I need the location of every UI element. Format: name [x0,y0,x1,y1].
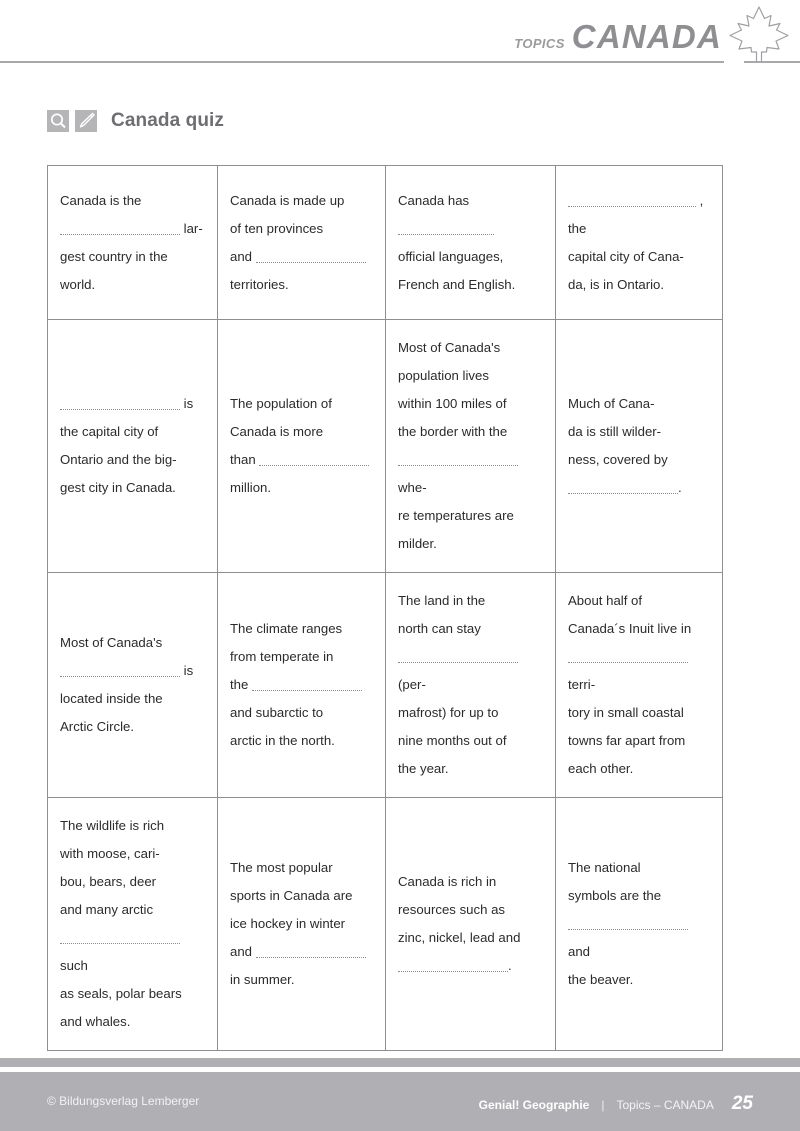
quiz-text: such [60,958,88,973]
quiz-text: Canada is rich in [398,874,497,889]
quiz-text: the capital city of [60,424,159,439]
quiz-text: resources such as [398,902,506,917]
quiz-cell-r1c1[interactable] [48,166,218,320]
quiz-text: The land in the [398,593,486,608]
quiz-cell-r2c4[interactable] [556,320,723,573]
quiz-cell-r3c1[interactable] [48,573,218,798]
quiz-cell-r2c3[interactable] [386,320,556,573]
quiz-text: and [230,944,253,959]
quiz-text: bou, bears, deer [60,874,157,889]
table-row [48,798,723,1051]
quiz-cell-r3c3[interactable] [386,573,556,798]
quiz-text: nine months out of [398,733,507,748]
header-divider-gap [724,58,744,66]
answer-blank[interactable] [60,394,180,410]
table-row [48,573,723,798]
quiz-text: terri- [568,677,596,692]
quiz-text: About half of [568,593,643,608]
quiz-text: Canada is more [230,424,324,439]
quiz-text: (per- [398,677,426,692]
quiz-text: milder. [398,536,437,551]
brand-lockup [514,20,722,53]
quiz-text: located inside the [60,691,163,706]
quiz-text: The wildlife is rich [60,818,165,833]
footer-section-label: Topics – CANADA [616,1098,714,1112]
answer-blank[interactable] [568,478,678,494]
pencil-icon [75,110,97,132]
quiz-text: Ontario and the big- [60,452,177,467]
answer-blank[interactable] [568,191,696,207]
quiz-text: ness, covered by [568,452,668,467]
quiz-text: The most popular [230,860,333,875]
answer-blank[interactable] [60,928,180,944]
answer-blank[interactable] [398,956,508,972]
quiz-text: the beaver. [568,972,634,987]
quiz-text: zinc, nickel, lead and [398,930,521,945]
answer-blank[interactable] [256,942,366,958]
quiz-cell-r1c2[interactable] [218,166,386,320]
answer-blank[interactable] [60,661,180,677]
quiz-cell-r2c1[interactable] [48,320,218,573]
quiz-text: mafrost) for up to [398,705,499,720]
maple-leaf-icon [726,4,792,66]
quiz-cell-r4c3[interactable] [386,798,556,1051]
page-title [47,110,224,132]
table-row [48,320,723,573]
answer-blank[interactable] [398,647,518,663]
quiz-text: whe- [398,480,427,495]
quiz-text: Canada has [398,192,470,208]
quiz-text: the [230,677,249,692]
quiz-text: sports in Canada are [230,888,353,903]
footer-meta [479,1093,753,1115]
quiz-text: is [183,396,194,411]
quiz-text: , the [568,192,704,236]
answer-blank[interactable] [568,914,688,930]
quiz-text: The climate ranges [230,621,343,636]
quiz-text: the border with the [398,424,508,439]
quiz-text: towns far apart from [568,733,686,748]
answer-blank[interactable] [398,219,494,235]
quiz-text: tory in small coastal [568,705,684,720]
quiz-text: lar- [183,220,203,236]
quiz-cell-r3c4[interactable] [556,573,723,798]
quiz-text: with moose, cari- [60,846,160,861]
quiz-text: and many arctic [60,902,154,917]
quiz-text: symbols are the [568,888,662,903]
quiz-text: Canada is the [60,192,142,208]
quiz-text: and [230,248,253,264]
quiz-text: the year. [398,761,449,776]
footer-page-number: 25 [731,1093,753,1114]
quiz-text: Most of Canada's [60,635,163,650]
quiz-text: ice hockey in winter [230,916,346,931]
quiz-text: territories. [230,276,289,292]
quiz-text: The national [568,860,641,875]
quiz-text: in summer. [230,972,295,987]
quiz-table [47,165,723,1051]
answer-blank[interactable] [252,675,362,691]
quiz-text: as seals, polar bears [60,986,182,1001]
answer-blank[interactable] [256,247,366,263]
quiz-text: million. [230,480,272,495]
quiz-text: gest country in the [60,248,168,264]
quiz-text: gest city in Canada. [60,480,176,495]
quiz-text: and whales. [60,1014,131,1029]
quiz-text: Much of Cana- [568,396,655,411]
quiz-text: of ten provinces [230,220,324,236]
quiz-text: The population of [230,396,332,411]
answer-blank[interactable] [568,647,688,663]
quiz-text: Canada´s Inuit live in [568,621,692,636]
quiz-cell-r2c2[interactable] [218,320,386,573]
quiz-text: da is still wilder- [568,424,662,439]
quiz-text: French and English. [398,276,516,292]
quiz-text: population lives [398,368,489,383]
footer-series-label: Genial! Geographie [478,1098,590,1112]
quiz-text: north can stay [398,621,481,636]
quiz-text: and [568,944,591,959]
quiz-cell-r1c4[interactable] [556,166,723,320]
footer-copyright: © Bildungsverlag Lemberger [47,1094,200,1108]
quiz-text: . [678,480,682,495]
footer-separator: | [601,1098,605,1112]
header-divider [0,61,800,63]
quiz-text: each other. [568,761,634,776]
footer-accent-strip [0,1058,800,1067]
quiz-text: Canada is made up [230,192,345,208]
quiz-cell-r4c4[interactable] [556,798,723,1051]
magnifier-icon [47,110,69,132]
quiz-text: is [183,663,194,678]
table-row [48,166,723,320]
quiz-text: from temperate in [230,649,334,664]
quiz-text: arctic in the north. [230,733,335,748]
quiz-text: Most of Canada's [398,340,501,355]
quiz-text: world. [60,276,96,292]
page-header [0,0,800,70]
quiz-text: da, is in Ontario. [568,276,665,292]
quiz-cell-r4c2[interactable] [218,798,386,1051]
quiz-text: official languages, [398,248,504,264]
quiz-cell-r3c2[interactable] [218,573,386,798]
quiz-text: than [230,452,256,467]
quiz-cell-r1c3[interactable] [386,166,556,320]
quiz-text: . [508,958,512,973]
quiz-text: re temperatures are [398,508,514,523]
answer-blank[interactable] [398,450,518,466]
quiz-text: within 100 miles of [398,396,507,411]
quiz-text: and subarctic to [230,705,324,720]
page-title-text: Canada quiz [111,110,225,131]
quiz-text: Arctic Circle. [60,719,134,734]
answer-blank[interactable] [60,219,180,235]
quiz-text: capital city of Cana- [568,248,684,264]
brand-canada-label: CANADA [571,18,722,55]
brand-topics-label: TOPICS [514,36,565,51]
quiz-cell-r4c1[interactable] [48,798,218,1051]
answer-blank[interactable] [259,450,369,466]
